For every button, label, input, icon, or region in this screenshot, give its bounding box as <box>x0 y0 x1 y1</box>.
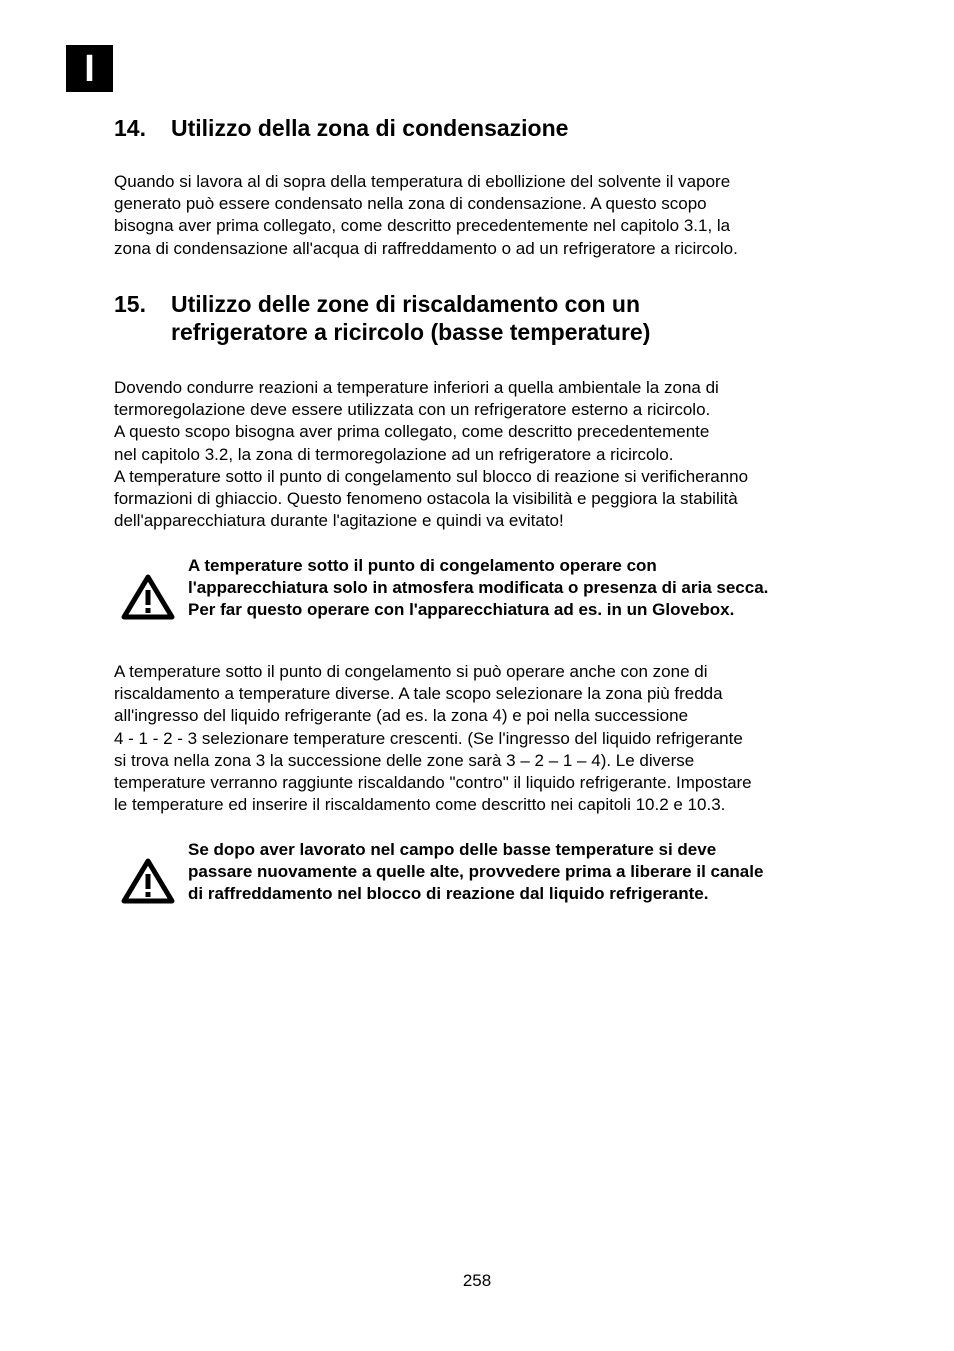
section-14-number: 14. <box>114 115 146 141</box>
warning-text-2 <box>188 839 855 906</box>
paragraph-line: zona di condensazione all'acqua di raffreddamento o ad un refrigeratore a ricircolo. <box>114 238 738 258</box>
section-14-heading <box>114 114 568 142</box>
warning-text-1 <box>188 555 855 622</box>
paragraph-line: 4 - 1 - 2 - 3 selezionare temperature crescenti. (Se l'ingresso del liquido refrigerante <box>114 728 743 748</box>
paragraph-line: dell'apparecchiatura durante l'agitazione e quindi va evitato! <box>114 511 564 531</box>
paragraph-line: A questo scopo bisogna aver prima collegato, come descritto precedentemente <box>114 422 710 442</box>
section-15-paragraph-1 <box>114 377 849 532</box>
section-15-title-line: Utilizzo delle zone di riscaldamento con un <box>171 291 641 317</box>
section-14-title: Utilizzo della zona di condensazione <box>171 115 569 141</box>
page-number: 258 <box>462 1271 492 1290</box>
warning-line: A temperature sotto il punto di congelamento operare con <box>188 556 657 575</box>
warning-line: Se dopo aver lavorato nel campo delle basse temperature si deve <box>188 840 717 859</box>
language-tab: I <box>66 45 113 92</box>
paragraph-line: nel capitolo 3.2, la zona di termoregolazione ad un refrigeratore a ricircolo. <box>114 444 674 464</box>
warning-line: di raffreddamento nel blocco di reazione dal liquido refrigerante. <box>188 884 709 904</box>
paragraph-line: A temperature sotto il punto di congelamento sul blocco di reazione si verificheranno <box>114 466 749 486</box>
paragraph-line: Quando si lavora al di sopra della temperatura di ebollizione del solvente il vapore <box>114 172 731 191</box>
warning-triangle-icon <box>120 573 176 621</box>
paragraph-line: generato può essere condensato nella zona di condensazione. A questo scopo <box>114 194 707 214</box>
warning-line: Per far questo operare con l'apparecchiatura ad es. in un Glovebox. <box>188 600 735 620</box>
paragraph-line: bisogna aver prima collegato, come descritto precedentemente nel capitolo 3.1, la <box>114 216 731 236</box>
warning-line: passare nuovamente a quelle alte, provvedere prima a liberare il canale <box>188 862 764 882</box>
paragraph-line: formazioni di ghiaccio. Questo fenomeno ostacola la visibilità e peggiora la stabilità <box>114 489 738 509</box>
paragraph-line: all'ingresso del liquido refrigerante (ad es. la zona 4) e poi nella successione <box>114 706 689 726</box>
section-15-number: 15. <box>114 291 146 317</box>
warning-triangle-icon <box>120 857 176 905</box>
paragraph-line: Dovendo condurre reazioni a temperature inferiori a quella ambientale la zona di <box>114 378 719 397</box>
paragraph-line: temperature verranno raggiunte riscaldando "contro" il liquido refrigerante. Impostare <box>114 773 752 793</box>
paragraph-line: le temperature ed inserire il riscaldamento come descritto nei capitoli 10.2 e 10.3. <box>114 795 726 815</box>
warning-block-1 <box>120 555 855 622</box>
warning-line: l'apparecchiatura solo in atmosfera modificata o presenza di aria secca. <box>188 578 769 598</box>
section-15-title-line: refrigeratore a ricircolo (basse temperature) <box>171 319 651 345</box>
paragraph-line: termoregolazione deve essere utilizzata con un refrigeratore esterno a ricircolo. <box>114 400 711 420</box>
paragraph-line: A temperature sotto il punto di congelamento si può operare anche con zone di <box>114 662 708 681</box>
section-15-paragraph-2 <box>114 661 849 816</box>
paragraph-line: si trova nella zona 3 la successione delle zone sarà 3 – 2 – 1 – 4). Le diverse <box>114 750 695 770</box>
section-15-heading <box>114 290 650 346</box>
paragraph-line: riscaldamento a temperature diverse. A tale scopo selezionare la zona più fredda <box>114 684 723 704</box>
warning-block-2 <box>120 839 855 906</box>
section-14-paragraph <box>114 171 849 260</box>
